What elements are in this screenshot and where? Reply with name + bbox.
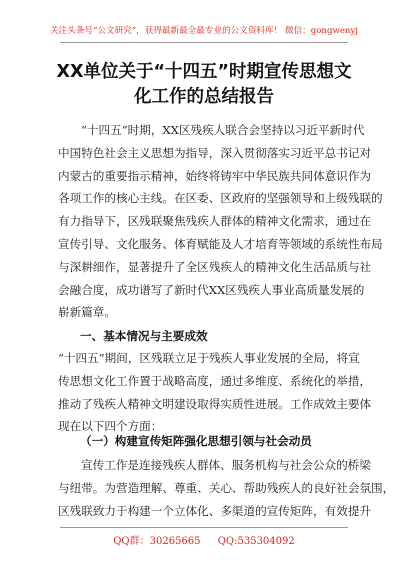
header-divider [60,42,348,43]
header-notice: 关注头条号“公文研究”，获得最新最全最专业的公文资料库！ 微信：gongwenyj [50,26,358,36]
section-heading: 一、基本情况与主要成效 [80,329,208,343]
title-line: 化工作的总结报告 [134,87,274,107]
intro-paragraph [58,119,383,324]
section1-paragraph [58,347,372,438]
subsection1-paragraph [58,454,395,522]
paragraph-line: 内蒙古的重要指示精神，始终将铸牢中华民族共同体意识作为 [58,168,372,183]
paragraph-line: 有力指导下，区残联聚焦残疾人群体的精神文化需求，通过在 [58,214,372,229]
subsection-heading: （一）构建宣传矩阵强化思想引领与社会动员 [80,434,312,448]
paragraph-line: 宣传工作是连接残疾人群体、服务机构与社会公众的桥梁 [81,458,371,472]
paragraph-line: 宣传引导、文化服务、体育赋能及人才培育等领域的系统性布局 [58,236,383,251]
document-title [50,60,358,110]
qq-group-number: QQ群：30265665 [113,536,201,547]
title-line: XX单位关于“十四五”时期宣传思想文 [56,62,352,82]
paragraph-line: 传思想文化工作置于战略高度，通过多维度、系统化的举措， [58,373,372,388]
paragraph-line: 区残联致力于构建一个立体化、多渠道的宣传矩阵，有效提升 [58,503,372,518]
paragraph-line: 现在以下四个方面： [58,419,163,434]
footer-divider [60,527,348,528]
paragraph-line: 崭新篇章。 [58,305,116,320]
paragraph-line: 中国特色社会主义思想为指导，深入贯彻落实习近平总书记对 [58,145,372,160]
qq-number: QQ:535304092 [217,536,295,547]
paragraph-line: 与纽带。为营造理解、尊重、关心、帮助残疾人的良好社会氛围， [58,480,395,495]
paragraph-line: “十四五”期间，区残联立足于残疾人事业发展的全局，将宣 [58,351,360,365]
paragraph-line: “十四五”时期，XX区残疾人联合会坚持以习近平新时代 [81,123,365,137]
paragraph-line: 各项工作的核心主线。在区委、区政府的坚强领导和上级残联的 [58,191,383,206]
paragraph-line: 会融合度，成功谱写了新时代XX区残疾人事业高质量发展的 [58,282,365,297]
paragraph-line: 推动了残疾人精神文明建设取得实质性进展。工作成效主要体 [58,396,372,411]
footer-contact [0,532,408,547]
paragraph-line: 与深耕细作，显著提升了全区残疾人的精神文化生活品质与社 [58,259,372,274]
